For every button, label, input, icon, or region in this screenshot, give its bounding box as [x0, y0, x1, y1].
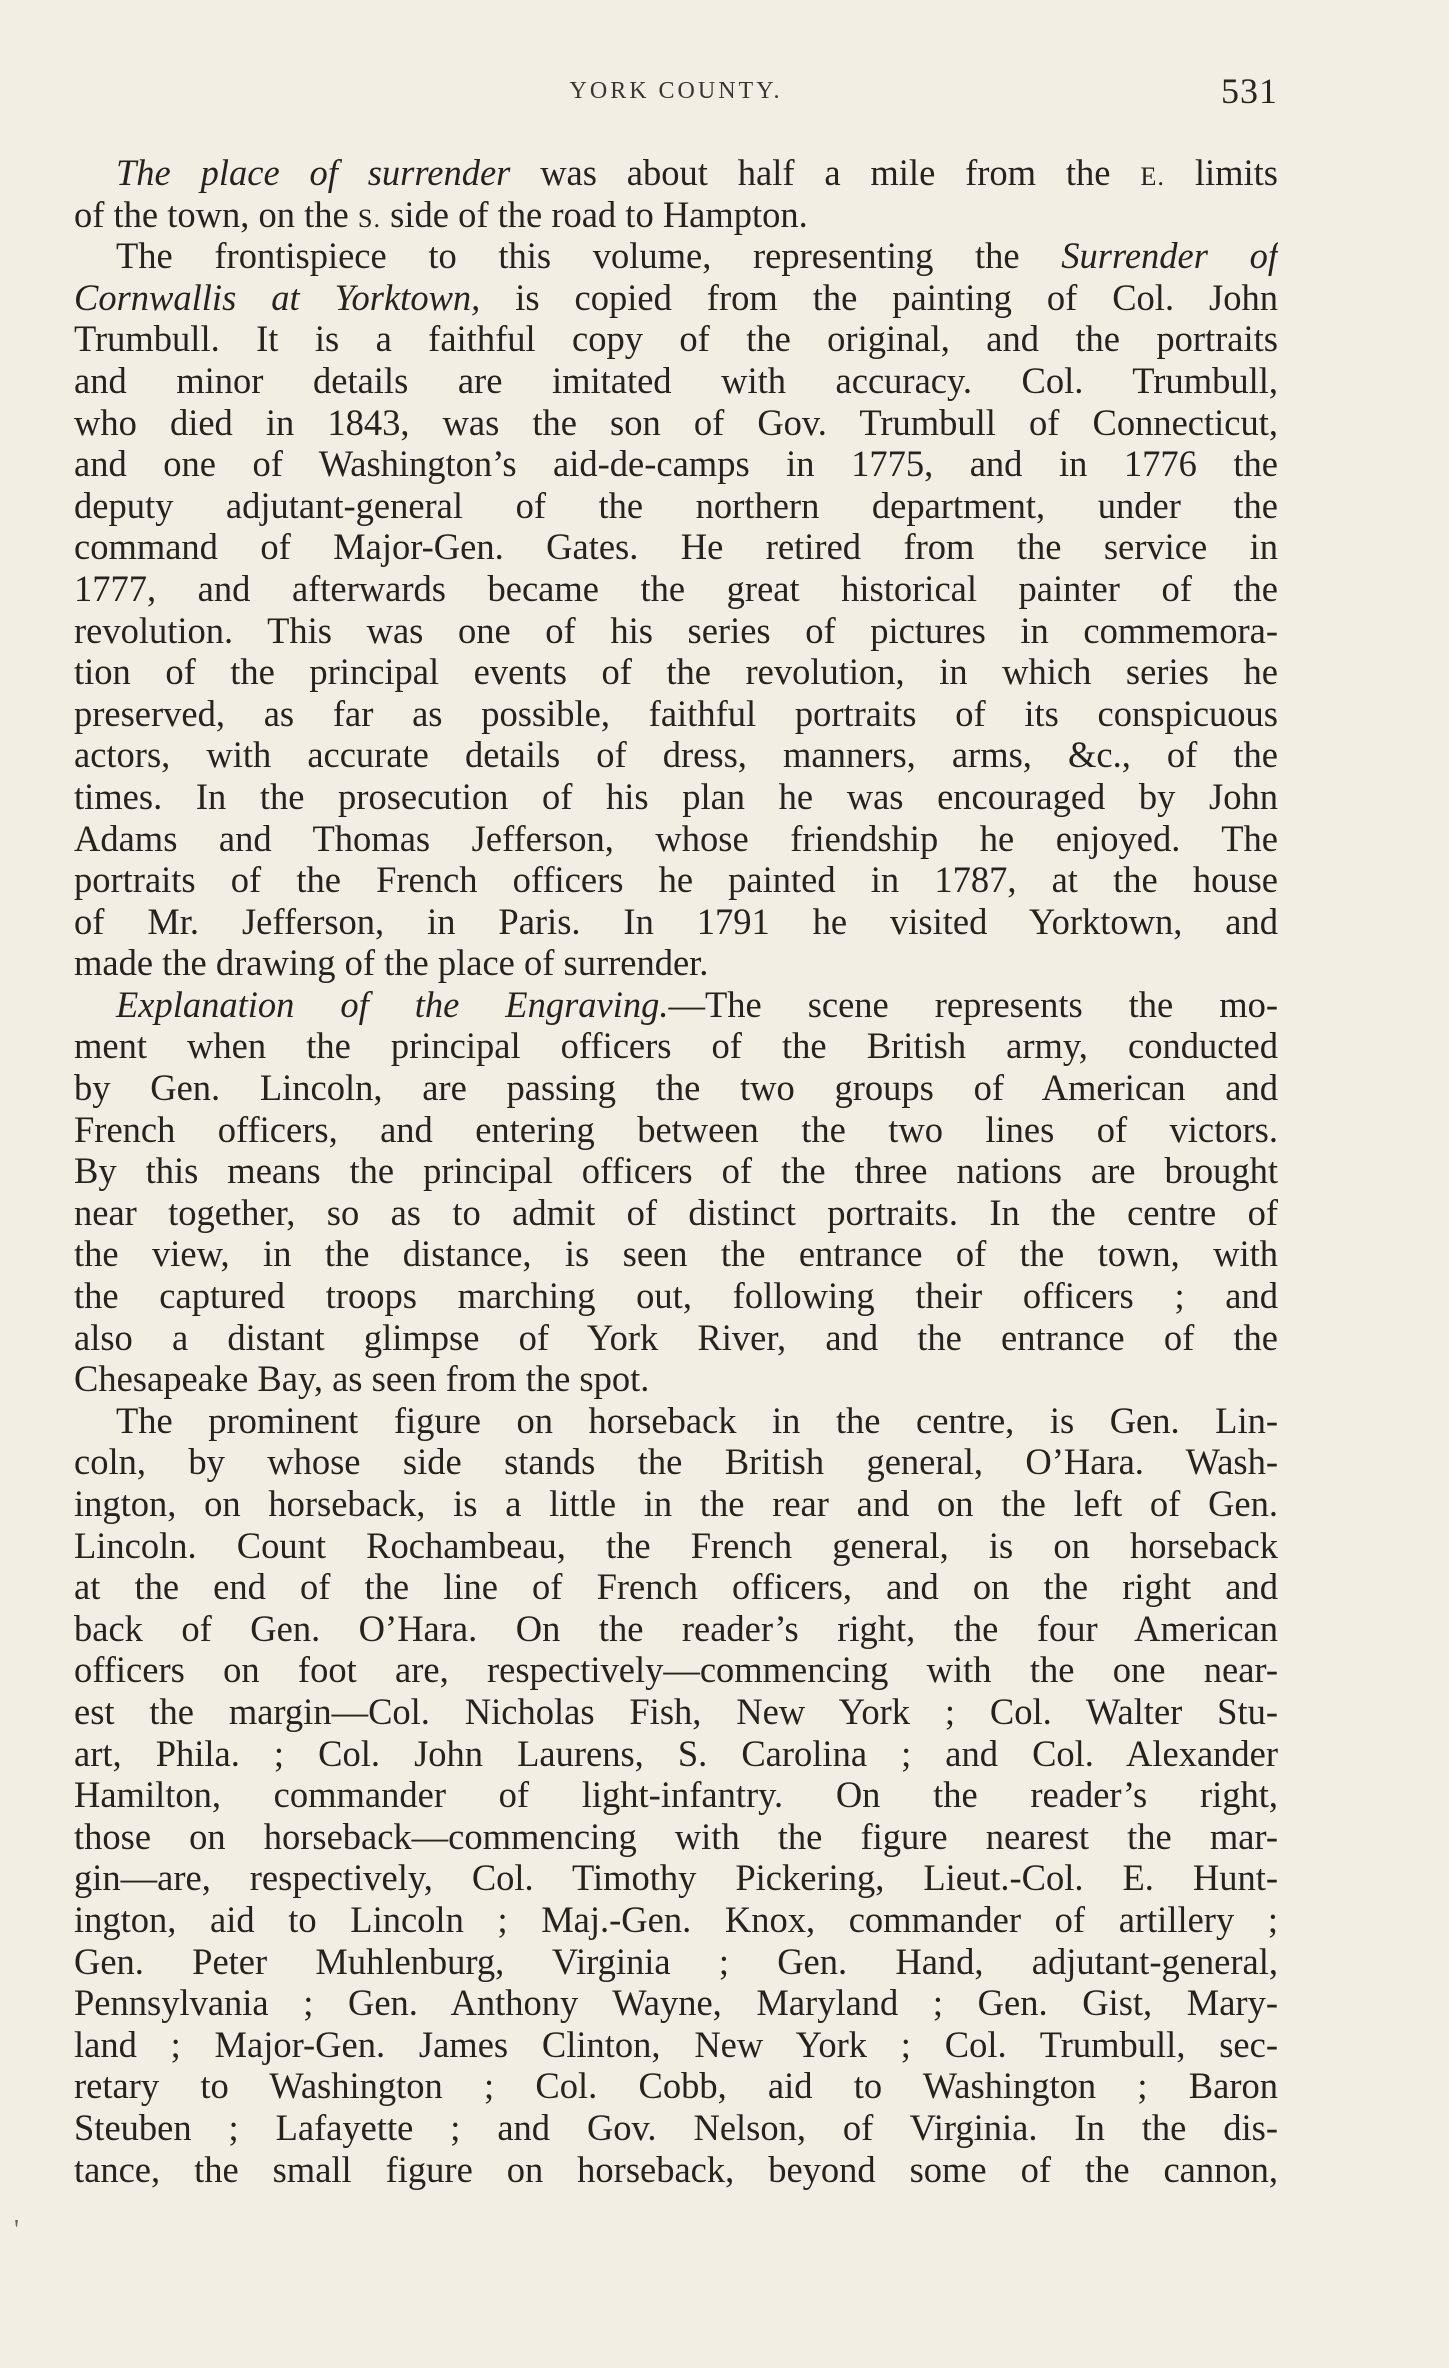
text-segment: preserved, as far as possible, faithful portraits of its conspicuous [74, 692, 1278, 734]
text-line [74, 360, 1278, 402]
text-line [74, 1192, 1278, 1234]
text-line [74, 651, 1278, 693]
text-line [74, 318, 1278, 360]
text-line [74, 152, 1278, 194]
text-line [74, 1441, 1278, 1483]
text-segment: of Mr. Jefferson, in Paris. In 1791 he visited Yorktown, and [74, 900, 1278, 942]
text-segment: Steuben ; Lafayette ; and Gov. Nelson, of Virginia. In the dis- [74, 2106, 1278, 2148]
text-line [74, 942, 1278, 984]
text-segment: by Gen. Lincoln, are passing the two groups of American and [74, 1067, 1278, 1109]
text-segment: By this means the principal officers of the three nations are brought [74, 1150, 1278, 1192]
text-segment: French officers, and entering between the two lines of victors. [74, 1108, 1278, 1150]
text-segment: the captured troops marching out, following their officers ; and [74, 1275, 1278, 1317]
text-line [74, 1400, 1278, 1442]
text-line [74, 1649, 1278, 1691]
text-line [74, 1525, 1278, 1567]
text-line [74, 693, 1278, 735]
text-segment: —The scene represents the mo- [668, 983, 1278, 1025]
text-segment: S. [357, 203, 382, 233]
text-segment: and minor details are imitated with accuracy. Col. Trumbull, [74, 359, 1278, 401]
text-line [74, 1358, 1278, 1400]
text-segment: est the margin—Col. Nicholas Fish, New York ; Col. Walter Stu- [74, 1690, 1278, 1732]
text-line [74, 1733, 1278, 1775]
text-segment: who died in 1843, was the son of Gov. Trumbull of Connecticut, [74, 401, 1278, 443]
text-segment: E. [1140, 162, 1165, 191]
text-line [74, 1025, 1278, 1067]
text-segment: gin—are, respectively, Col. Timothy Pickering, Lieut.-Col. E. Hunt- [74, 1857, 1278, 1899]
text-line [74, 1067, 1278, 1109]
text-line [74, 1899, 1278, 1941]
text-segment: limits [1164, 152, 1278, 193]
text-line [74, 277, 1278, 319]
text-line [74, 859, 1278, 901]
margin-mark: ' [14, 2215, 20, 2246]
text-segment: 1777, and afterwards became the great historical painter of the [74, 567, 1278, 609]
text-segment: side of the road to Hampton. [381, 193, 808, 235]
text-segment: land ; Major-Gen. James Clinton, New York ; Col. Trumbull, sec- [74, 2023, 1278, 2065]
text-segment: portraits of the French officers he painted in 1787, at the house [74, 859, 1278, 901]
text-line [74, 1566, 1278, 1608]
text-segment: is copied from the painting of Col. John [480, 276, 1278, 318]
text-line [74, 1816, 1278, 1858]
italic-text: The place of surrender [116, 152, 511, 193]
text-segment: retary to Washington ; Col. Cobb, aid to Washington ; Baron [74, 2065, 1278, 2107]
text-line [74, 485, 1278, 527]
text-line [74, 776, 1278, 818]
text-segment: coln, by whose side stands the British general, O’Hara. Wash- [74, 1441, 1278, 1483]
text-line [74, 1608, 1278, 1650]
text-line [74, 2065, 1278, 2107]
text-segment: near together, so as to admit of distinct portraits. In the centre of [74, 1191, 1278, 1233]
running-head: YORK COUNTY. [569, 78, 783, 104]
text-line [74, 1233, 1278, 1275]
text-segment: Hamilton, commander of light-infantry. On the reader’s right, [74, 1774, 1278, 1816]
text-line [74, 984, 1278, 1026]
text-segment: ment when the principal officers of the British army, conducted [74, 1025, 1278, 1067]
text-line [74, 610, 1278, 652]
text-segment: ington, on horseback, is a little in the rear and on the left of Gen. [74, 1483, 1278, 1524]
text-segment: was about half a mile from the [510, 152, 1141, 193]
text-line [74, 901, 1278, 943]
text-segment: tion of the principal events of the revolution, in which series he [74, 651, 1278, 693]
text-line [74, 526, 1278, 568]
italic-text: Cornwallis at Yorktown, [74, 276, 481, 318]
page-header [74, 70, 1278, 114]
text-segment: art, Phila. ; Col. John Laurens, S. Carolina ; and Col. Alexander [74, 1732, 1278, 1774]
text-segment: Chesapeake Bay, as seen from the spot. [74, 1358, 650, 1400]
text-line [74, 818, 1278, 860]
text-segment: Adams and Thomas Jefferson, whose friendship he enjoyed. The [74, 817, 1278, 859]
text-segment: the view, in the distance, is seen the entrance of the town, with [74, 1233, 1278, 1275]
text-segment: ington, aid to Lincoln ; Maj.-Gen. Knox, commander of artillery ; [74, 1898, 1278, 1940]
text-segment: of the town, on the [74, 193, 358, 235]
text-segment: Pennsylvania ; Gen. Anthony Wayne, Maryland ; Gen. Gist, Mary- [74, 1982, 1278, 2024]
text-line [74, 2024, 1278, 2066]
text-segment: The prominent figure on horseback in the centre, is Gen. Lin- [116, 1399, 1278, 1441]
body-text [74, 152, 1278, 2190]
text-segment: tance, the small figure on horseback, beyond some of the cannon, [74, 2148, 1278, 2190]
text-segment: Trumbull. It is a faithful copy of the original, and the portraits [74, 318, 1278, 360]
text-segment: deputy adjutant-general of the northern department, under the [74, 484, 1278, 526]
text-line [74, 2107, 1278, 2149]
text-segment: officers on foot are, respectively—commencing with the one near- [74, 1649, 1278, 1691]
text-line [74, 1982, 1278, 2024]
text-line [74, 568, 1278, 610]
text-segment: at the end of the line of French officers, and on the right and [74, 1566, 1278, 1608]
text-line [74, 443, 1278, 485]
page-number: 531 [1221, 71, 1278, 111]
text-line [74, 1774, 1278, 1816]
text-segment: those on horseback—commencing with the figure nearest the mar- [74, 1815, 1278, 1857]
text-line [74, 1317, 1278, 1359]
text-segment: also a distant glimpse of York River, and the entrance of the [74, 1316, 1278, 1358]
italic-text: Explanation of the Engraving. [116, 983, 669, 1025]
text-segment: Gen. Peter Muhlenburg, Virginia ; Gen. Hand, adjutant-general, [74, 1940, 1278, 1982]
text-segment: times. In the prosecution of his plan he was encouraged by John [74, 775, 1278, 817]
text-line [74, 1483, 1278, 1525]
text-line [74, 1109, 1278, 1151]
text-segment: The frontispiece to this volume, representing the [116, 235, 1062, 277]
text-line [74, 1150, 1278, 1192]
text-segment: and one of Washington’s aid-de-camps in 1775, and in 1776 the [74, 443, 1278, 485]
text-line [74, 2149, 1278, 2191]
text-segment: revolution. This was one of his series of pictures in commemora- [74, 609, 1278, 651]
text-segment: made the drawing of the place of surrender. [74, 942, 709, 984]
text-segment: Lincoln. Count Rochambeau, the French general, is on horseback [74, 1524, 1278, 1566]
text-segment: back of Gen. O’Hara. On the reader’s right, the four American [74, 1607, 1278, 1649]
italic-text: Surrender of [1061, 235, 1278, 277]
text-line [74, 1691, 1278, 1733]
text-line [74, 235, 1278, 277]
text-line [74, 194, 1278, 236]
text-line [74, 1941, 1278, 1983]
text-segment: actors, with accurate details of dress, manners, arms, &c., of the [74, 734, 1278, 776]
text-line [74, 1857, 1278, 1899]
text-line [74, 1275, 1278, 1317]
text-segment: command of Major-Gen. Gates. He retired from the service in [74, 526, 1278, 568]
text-line [74, 402, 1278, 444]
text-line [74, 734, 1278, 776]
